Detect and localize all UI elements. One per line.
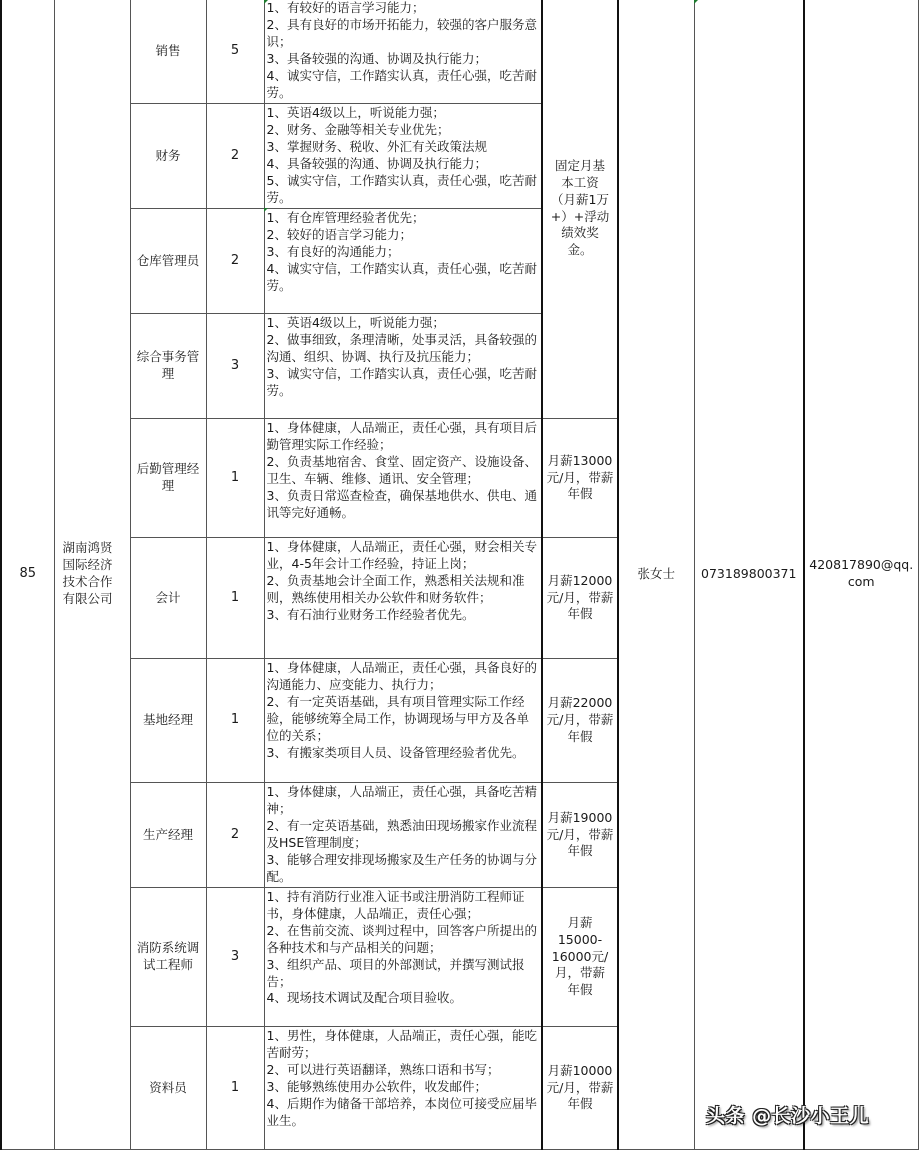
requirement-item: 3、负责日常巡查检查，确保基地供水、供电、通讯等完好通畅。 (266, 487, 537, 520)
requirement-item: 4、后期作为储备干部培养，本岗位可接受应届毕业生。 (266, 1095, 537, 1128)
requirement-item: 3、有良好的沟通能力； (266, 243, 400, 259)
position-title-cell[interactable] (130, 209, 206, 314)
requirement-item: 2、做事细致，条理清晰，处事灵活，具备较强的沟通、组织、协调、执行及抗压能力； (266, 331, 537, 364)
company-index: 85 (19, 565, 37, 581)
requirement-item: 3、能够熟练使用办公软件，收发邮件； (266, 1078, 487, 1094)
position-requirements-cell[interactable] (264, 659, 542, 783)
position-count: 2 (230, 147, 240, 163)
table-row (1, 0, 918, 104)
company-index-cell[interactable] (1, 0, 54, 1150)
position-count: 1 (230, 469, 240, 485)
requirement-item: 1、身体健康，人品端正，责任心强，财会相关专业，4-5年会计工作经验，持证上岗； (266, 539, 537, 571)
requirement-item: 3、有搬家类项目人员、设备管理经验者优先。 (266, 744, 525, 760)
salary-text: 月薪12000元/月，带薪年假 (546, 572, 614, 622)
cell-comment-marker-icon (694, 0, 698, 4)
position-title-cell[interactable] (130, 314, 206, 419)
phone-cell[interactable] (694, 0, 804, 1150)
position-title: 消防系统调试工程师 (136, 940, 200, 972)
position-count: 2 (230, 826, 240, 842)
position-requirements-cell[interactable] (264, 0, 542, 104)
position-title-cell[interactable] (130, 659, 206, 783)
position-title-cell[interactable] (130, 419, 206, 538)
requirement-item: 1、英语4级以上，听说能力强； (266, 315, 445, 330)
requirement-item: 3、具备较强的沟通、协调及执行能力； (266, 50, 487, 66)
salary-cell[interactable] (542, 538, 618, 659)
salary-cell[interactable] (542, 888, 618, 1027)
position-title: 后勤管理经理 (136, 461, 200, 493)
email-cell[interactable] (804, 0, 918, 1150)
contact-person: 张女士 (637, 565, 675, 581)
salary-cell[interactable] (542, 783, 618, 888)
requirement-item: 3、组织产品、项目的外部测试，并撰写测试报告； (266, 956, 525, 989)
requirement-item: 3、掌握财务、税收、外汇有关政策法规 (266, 138, 487, 154)
position-title: 销售 (155, 42, 181, 58)
position-count: 3 (230, 357, 240, 373)
position-title-cell[interactable] (130, 1027, 206, 1150)
requirement-item: 4、诚实守信，工作踏实认真，责任心强，吃苦耐劳。 (266, 260, 537, 293)
requirement-item: 5、诚实守信，工作踏实认真，责任心强，吃苦耐劳。 (266, 172, 537, 205)
salary-text: 月薪22000元/月，带薪年假 (546, 695, 614, 744)
position-count-cell[interactable] (206, 783, 264, 888)
requirement-item: 3、诚实守信，工作踏实认真，责任心强，吃苦耐劳。 (266, 365, 537, 398)
position-requirements-cell[interactable] (264, 783, 542, 888)
position-requirements-cell[interactable] (264, 419, 542, 538)
requirement-item: 2、可以进行英语翻译，熟练口语和书写； (266, 1061, 500, 1077)
position-count-cell[interactable] (206, 419, 264, 538)
salary-text: 月薪19000元/月，带薪年假 (546, 809, 614, 859)
requirement-item: 2、具有良好的市场开拓能力，较强的客户服务意识； (266, 16, 537, 49)
requirement-item: 2、有一定英语基础，熟悉油田现场搬家作业流程及HSE管理制度； (266, 817, 537, 850)
email-address: 420817890@qq.com (809, 557, 914, 589)
position-count: 5 (230, 42, 240, 58)
requirement-item: 1、身体健康，人品端正，责任心强，具备良好的沟通能力、应变能力、执行力； (266, 660, 537, 692)
salary-text: 月薪15000-16000元/月，带薪年假 (551, 914, 609, 998)
position-title: 会计 (155, 589, 181, 605)
position-count-cell[interactable] (206, 209, 264, 314)
salary-cell-shared[interactable] (542, 0, 618, 419)
position-count-cell[interactable] (206, 314, 264, 419)
watermark-text: 头条 @长沙小王儿 (706, 1105, 870, 1127)
position-title-cell[interactable] (130, 104, 206, 209)
requirement-item: 1、身体健康，人品端正，责任心强，具有项目后勤管理实际工作经验； (266, 420, 537, 452)
position-count: 1 (230, 712, 240, 728)
position-count: 3 (230, 948, 240, 964)
requirement-item: 1、男性，身体健康，人品端正，责任心强，能吃苦耐劳； (266, 1028, 537, 1060)
requirement-item: 4、诚实守信，工作踏实认真，责任心强，吃苦耐劳。 (266, 67, 537, 100)
position-requirements-cell[interactable] (264, 1027, 542, 1150)
position-title-cell[interactable] (130, 888, 206, 1027)
position-title-cell[interactable] (130, 783, 206, 888)
requirement-item: 2、负责基地宿舍、食堂、固定资产、设施设备、卫生、车辆、维修、通讯、安全管理； (266, 453, 537, 486)
requirement-item: 2、财务、金融等相关专业优先； (266, 121, 450, 137)
requirement-item: 1、有仓库管理经验者优先； (266, 210, 425, 225)
position-title-cell[interactable] (130, 0, 206, 104)
requirement-item: 2、负责基地会计全面工作，熟悉相关法规和准则，熟练使用相关办公软件和财务软件； (266, 572, 525, 605)
requirement-item: 4、现场技术调试及配合项目验收。 (266, 990, 462, 1006)
requirement-item: 1、英语4级以上，听说能力强； (266, 105, 445, 120)
contact-person-cell[interactable] (618, 0, 694, 1150)
position-requirements-cell[interactable] (264, 104, 542, 209)
position-title: 综合事务管理 (136, 349, 200, 381)
position-count: 1 (230, 1079, 240, 1095)
requirement-item: 3、有石油行业财务工作经验者优先。 (266, 606, 475, 622)
position-requirements-cell[interactable] (264, 538, 542, 659)
position-title-cell[interactable] (130, 538, 206, 659)
salary-text: 固定月基本工资（月薪1万+）+浮动绩效奖金。 (550, 157, 610, 258)
salary-cell[interactable] (542, 419, 618, 538)
position-count-cell[interactable] (206, 538, 264, 659)
salary-cell[interactable] (542, 1027, 618, 1150)
salary-text: 月薪13000元/月，带薪年假 (546, 452, 614, 502)
requirement-item: 4、具备较强的沟通、协调及执行能力； (266, 155, 487, 171)
position-count: 2 (230, 252, 240, 268)
company-name-cell[interactable] (54, 0, 130, 1150)
position-count-cell[interactable] (206, 659, 264, 783)
phone-number: 073189800371 (701, 565, 797, 581)
cell-comment-marker-icon (264, 0, 268, 4)
position-title: 财务 (155, 147, 181, 163)
requirement-item: 2、有一定英语基础，具有项目管理实际工作经验，能够统筹全局工作，协调现场与甲方及各单位的关系； (266, 693, 530, 743)
requirement-item: 1、有较好的语言学习能力； (266, 0, 425, 15)
position-count-cell[interactable] (206, 1027, 264, 1150)
company-name: 湖南鸿贤国际经济技术合作有限公司 (62, 540, 113, 606)
requirement-item: 2、在售前交流、谈判过程中，回答客户所提出的各种技术和与产品相关的问题； (266, 922, 537, 955)
position-title: 仓库管理员 (136, 252, 200, 268)
position-count-cell[interactable] (206, 888, 264, 1027)
position-count-cell[interactable] (206, 0, 264, 104)
position-count-cell[interactable] (206, 104, 264, 209)
position-title: 资料员 (149, 1079, 187, 1095)
salary-cell[interactable] (542, 659, 618, 783)
position-title: 生产经理 (142, 826, 193, 842)
salary-text: 月薪10000元/月，带薪年假 (546, 1062, 614, 1112)
position-title: 基地经理 (142, 712, 193, 728)
cell-comment-marker-icon (264, 208, 268, 212)
requirement-item: 1、持有消防行业准入证书或注册消防工程师证书，身体健康，人品端正，责任心强； (266, 889, 525, 921)
position-requirements-cell[interactable] (264, 314, 542, 419)
requirement-item: 1、身体健康，人品端正，责任心强，具备吃苦精神； (266, 784, 537, 816)
requirement-item: 2、较好的语言学习能力； (266, 226, 412, 242)
requirement-item: 3、能够合理安排现场搬家及生产任务的协调与分配。 (266, 851, 537, 884)
position-count: 1 (230, 589, 240, 605)
position-requirements-cell[interactable] (264, 209, 542, 314)
position-requirements-cell[interactable] (264, 888, 542, 1027)
